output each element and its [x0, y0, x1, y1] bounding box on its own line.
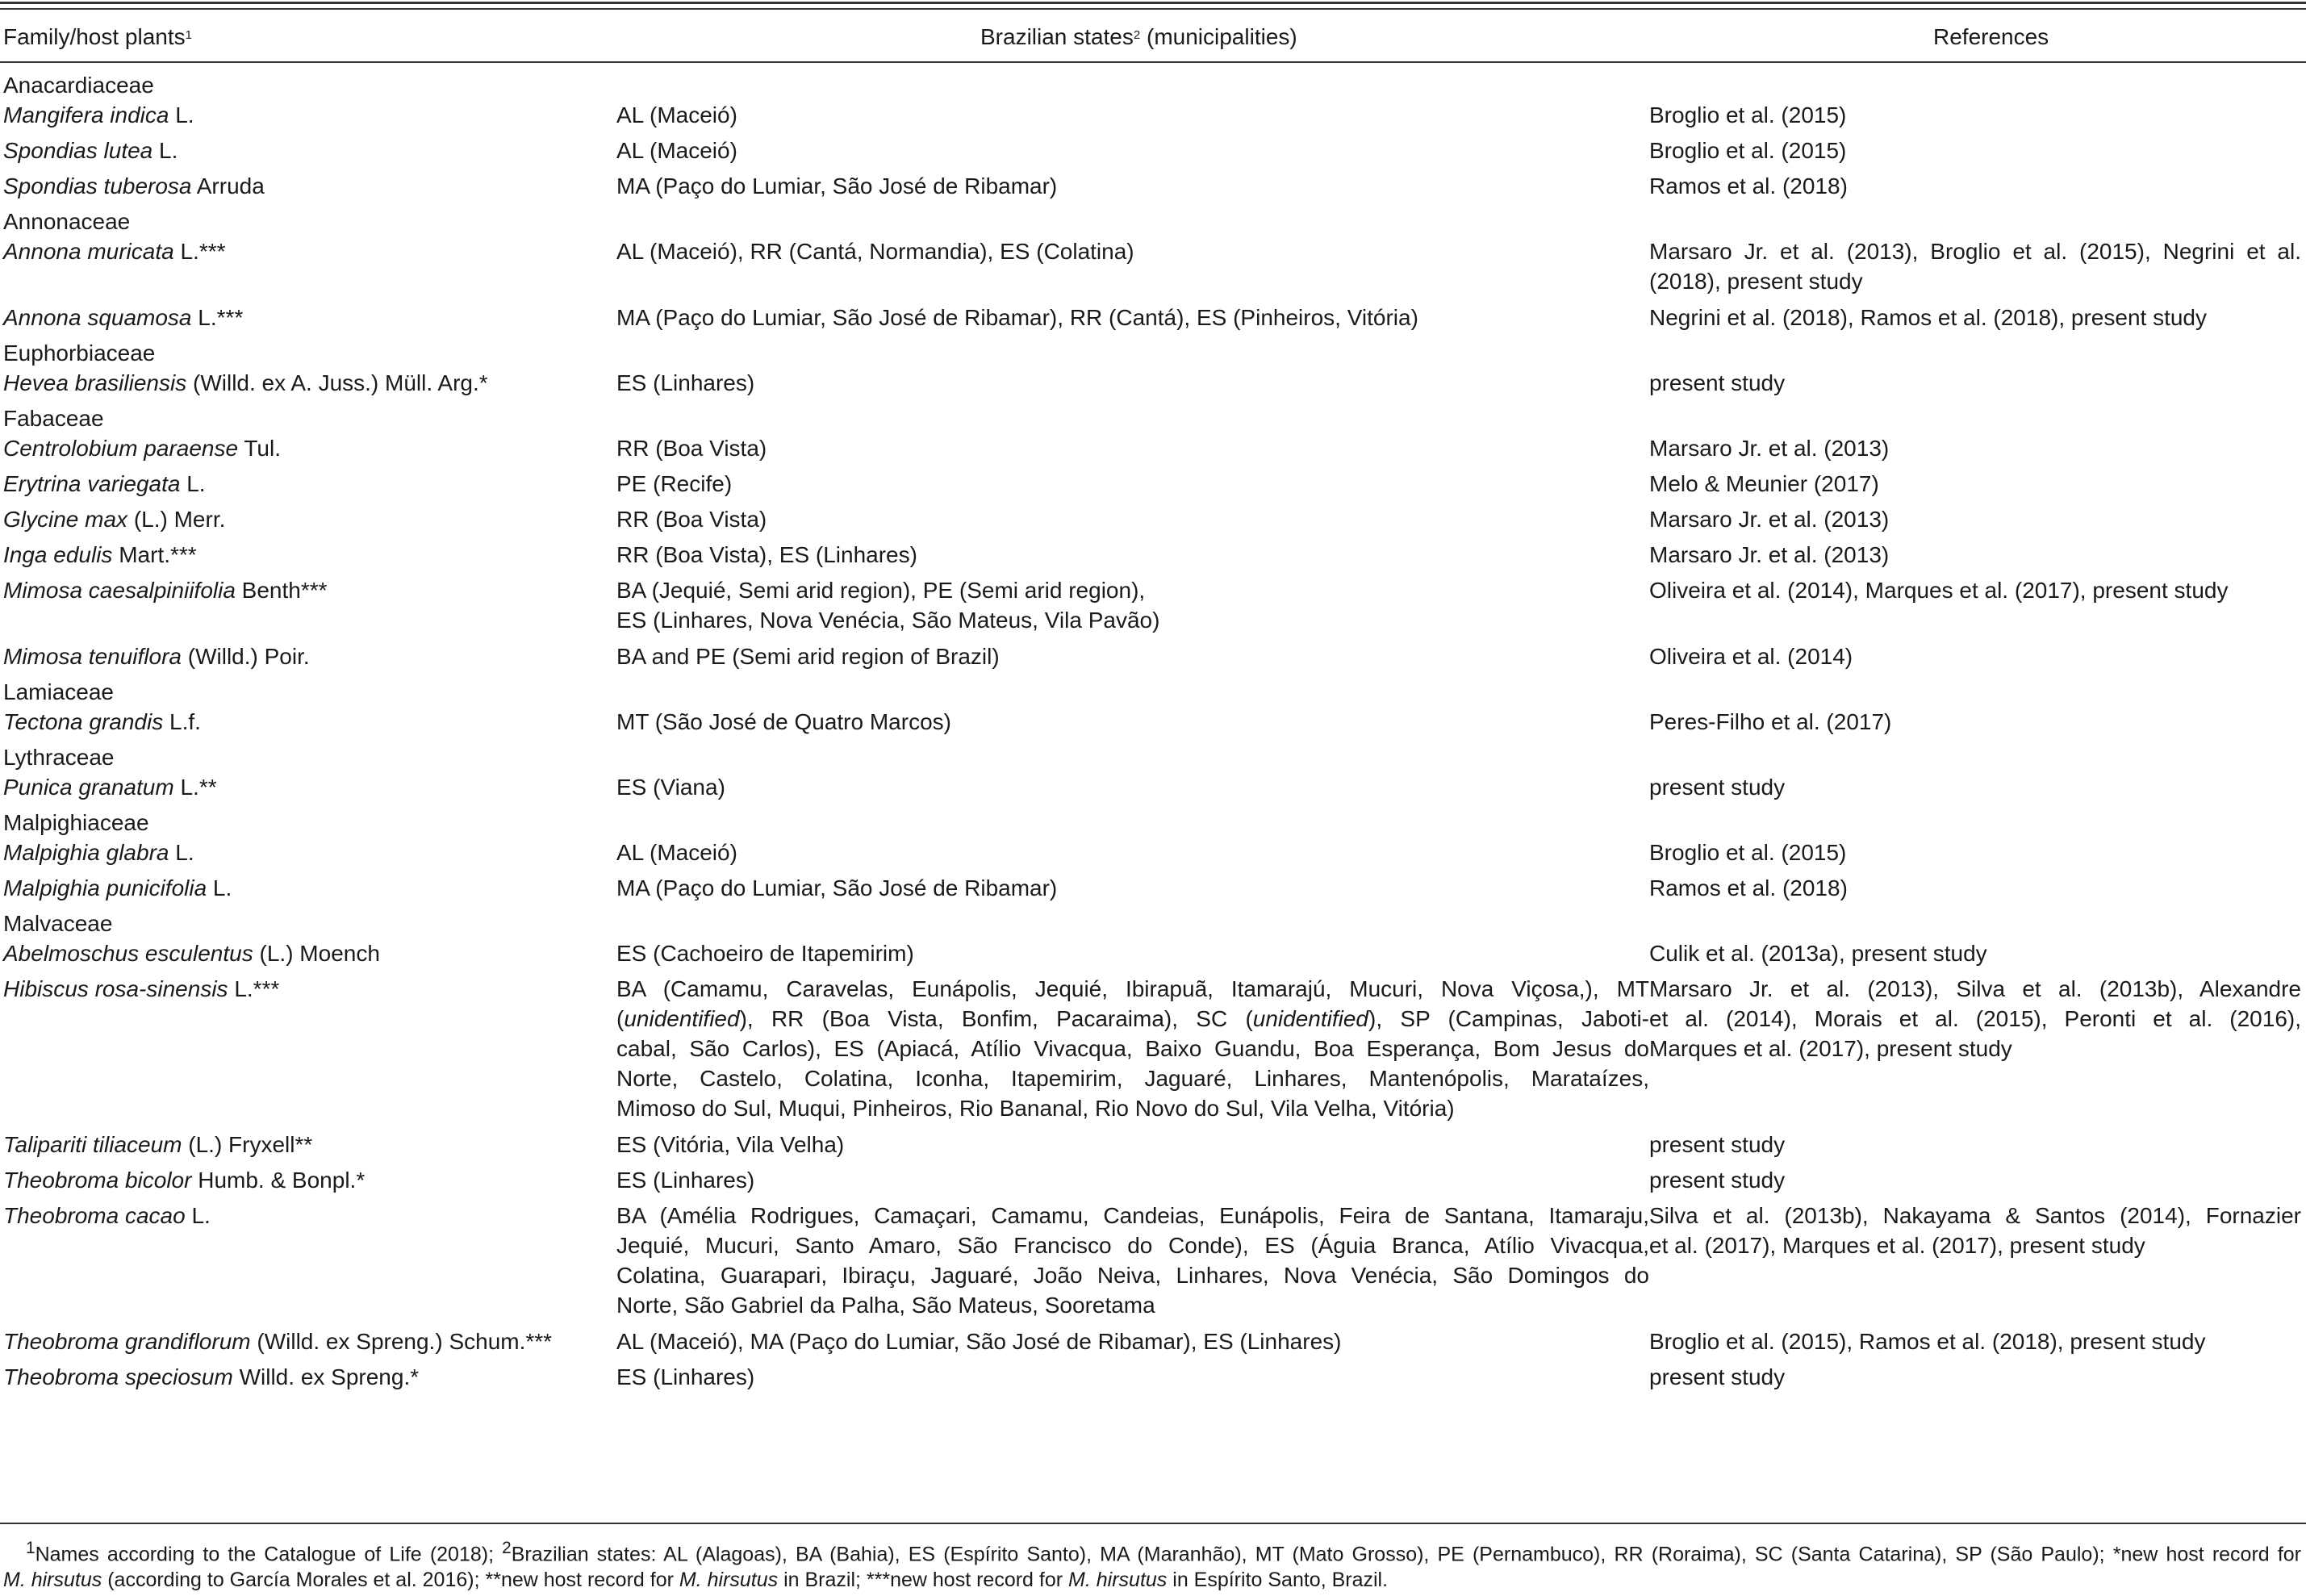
states-cell — [613, 236, 1649, 266]
reference-line: Broglio et al. (2015) — [1649, 102, 1847, 127]
states-line: (unidentified), RR (Boa Vista, Bonfim, Pacaraima), SC (unidentified), SP (Campinas, Jaboti- — [616, 1006, 1649, 1031]
host-plant-cell — [0, 838, 613, 867]
host-plant-cell — [0, 433, 613, 463]
table-body — [0, 70, 2306, 1398]
host-plant-cell — [0, 1165, 613, 1195]
reference-line: present study — [1649, 1168, 1786, 1193]
species-author: L. — [169, 102, 194, 127]
host-plant-cell — [0, 575, 613, 605]
states-line: BA (Jequié, Semi arid region), PE (Semi arid region), — [616, 578, 1146, 603]
host-plant-row — [0, 838, 2306, 873]
species-author: (L.) Merr. — [127, 507, 226, 532]
host-plant-cell — [0, 1130, 613, 1159]
header-col2-sup: 2 — [1133, 28, 1141, 42]
reference-line: Marsaro Jr. et al. (2013) — [1649, 507, 1890, 532]
states-line: Jequié, Mucuri, Santo Amaro, São Francisco do Conde), ES (Águia Branca, Atílio Vivacqua, — [616, 1233, 1649, 1258]
host-plant-cell — [0, 469, 613, 499]
top-rule-2 — [0, 8, 2306, 10]
states-cell — [613, 303, 1649, 332]
reference-line: Marsaro Jr. et al. (2013) — [1649, 436, 1890, 461]
host-plant-cell — [0, 974, 613, 1004]
states-cell — [613, 641, 1649, 671]
states-line: ES (Linhares, Nova Venécia, São Mateus, Vila Pavão) — [616, 608, 1160, 633]
states-line: AL (Maceió), RR (Cantá, Normandia), ES (Colatina) — [616, 239, 1134, 264]
reference-line: Marsaro Jr. et al. (2013) — [1649, 542, 1890, 567]
references-cell — [1649, 641, 2306, 671]
species-author: L. — [185, 1203, 211, 1228]
host-plant-cell — [0, 772, 613, 802]
family-name: Fabaceae — [3, 406, 104, 431]
host-plant-row — [0, 469, 2306, 504]
host-plant-cell — [0, 707, 613, 737]
reference-line: Silva et al. (2013b), Nakayama & Santos (2014), Fornazier — [1649, 1203, 2301, 1228]
reference-line: present study — [1649, 370, 1786, 395]
species-name: Erytrina variegata — [3, 471, 181, 496]
references-cell — [1649, 100, 2306, 130]
species-author: L.f. — [163, 709, 201, 734]
reference-line: Marsaro Jr. et al. (2013), Silva et al. (2013b), Alexandre — [1649, 976, 2301, 1001]
host-plant-cell — [0, 100, 613, 130]
states-line: Colatina, Guarapari, Ibiraçu, Jaguaré, João Neiva, Linhares, Nova Venécia, São Domingos do — [616, 1263, 1649, 1288]
references-cell — [1649, 838, 2306, 867]
reference-line: present study — [1649, 1132, 1786, 1157]
header-brazilian-states — [980, 21, 1297, 53]
footnote-text-2a: (according to García Morales et al. 2016); **new host record for — [102, 1569, 679, 1592]
host-plant-row — [0, 368, 2306, 403]
states-line: MA (Paço do Lumiar, São José de Ribamar) — [616, 875, 1058, 900]
family-row — [0, 742, 2306, 772]
species-author: (Willd. ex Spreng.) Schum.*** — [250, 1329, 553, 1354]
states-line: PE (Recife) — [616, 471, 733, 496]
states-line: RR (Boa Vista) — [616, 507, 767, 532]
host-plant-row — [0, 171, 2306, 207]
references-cell — [1649, 1130, 2306, 1159]
references-cell — [1649, 772, 2306, 802]
host-plant-row — [0, 772, 2306, 808]
host-plant-row — [0, 136, 2306, 171]
table-footnote — [3, 1535, 2301, 1593]
species-author: L.*** — [173, 239, 226, 264]
host-plant-row — [0, 641, 2306, 677]
host-plant-cell — [0, 540, 613, 570]
states-line: ES (Vitória, Vila Velha) — [616, 1132, 845, 1157]
species-name: Mimosa tenuiflora — [3, 644, 182, 669]
host-plant-row — [0, 1165, 2306, 1201]
states-cell — [613, 838, 1649, 867]
species-name: Theobroma cacao — [3, 1203, 186, 1228]
species-author: L. — [152, 138, 178, 163]
species-name: Annona muricata — [3, 239, 174, 264]
family-row — [0, 70, 2306, 100]
species-author: L.*** — [191, 305, 244, 330]
host-plant-cell — [0, 303, 613, 332]
states-cell — [613, 136, 1649, 165]
states-cell — [613, 368, 1649, 398]
species-author: Humb. & Bonpl.* — [191, 1168, 366, 1193]
family-name: Malpighiaceae — [3, 810, 149, 835]
states-line: Norte, Castelo, Colatina, Iconha, Itapemirim, Jaguaré, Linhares, Mantenópolis, Marataízes, — [616, 1066, 1649, 1091]
host-plant-cell — [0, 1327, 613, 1356]
states-line: BA (Amélia Rodrigues, Camaçari, Camamu, Candeias, Eunápolis, Feira de Santana, Itamaraju, — [616, 1203, 1649, 1228]
host-plant-row — [0, 303, 2306, 338]
species-name: Theobroma speciosum — [3, 1364, 233, 1389]
family-name: Euphorbiaceae — [3, 341, 156, 366]
host-plant-cell — [0, 136, 613, 165]
footnote-line-2 — [3, 1567, 2301, 1593]
header-col2-text: Brazilian states — [980, 24, 1134, 49]
references-cell — [1649, 974, 2306, 1063]
reference-line: Oliveira et al. (2014) — [1649, 644, 1853, 669]
family-name: Annonaceae — [3, 209, 131, 234]
species-name: Hibiscus rosa-sinensis — [3, 976, 228, 1001]
reference-line: Ramos et al. (2018) — [1649, 173, 1848, 198]
states-cell — [613, 575, 1649, 635]
species-name: Theobroma grandiflorum — [3, 1329, 251, 1354]
species-name: Centrolobium paraense — [3, 436, 239, 461]
species-name: Mangifera indica — [3, 102, 169, 127]
species-author: Willd. ex Spreng.* — [232, 1364, 420, 1389]
species-author: Arruda — [191, 173, 265, 198]
species-name: Annona squamosa — [3, 305, 192, 330]
species-name: Abelmoschus esculentus — [3, 941, 253, 966]
species-name: Theobroma bicolor — [3, 1168, 192, 1193]
states-cell — [613, 974, 1649, 1123]
states-line: ES (Cachoeiro de Itapemirim) — [616, 941, 914, 966]
reference-line: Peres-Filho et al. (2017) — [1649, 709, 1892, 734]
references-cell — [1649, 873, 2306, 903]
states-line: ES (Viana) — [616, 775, 725, 800]
family-row — [0, 207, 2306, 236]
reference-line: et al. (2017), Marques et al. (2017), present study — [1649, 1233, 2145, 1258]
bottom-rule — [0, 1523, 2306, 1524]
states-cell — [613, 540, 1649, 570]
references-cell — [1649, 504, 2306, 534]
references-cell — [1649, 1362, 2306, 1392]
species-name: Hevea brasiliensis — [3, 370, 187, 395]
references-cell — [1649, 707, 2306, 737]
states-cell — [613, 873, 1649, 903]
header-references: References — [1933, 24, 2049, 49]
states-cell — [613, 772, 1649, 802]
states-cell — [613, 1165, 1649, 1195]
host-plant-row — [0, 575, 2306, 641]
header-family-host-plants — [3, 21, 192, 53]
references-cell — [1649, 236, 2306, 296]
host-plant-row — [0, 938, 2306, 974]
references-cell — [1649, 171, 2306, 201]
host-plant-cell — [0, 1201, 613, 1230]
states-line: AL (Maceió) — [616, 138, 737, 163]
host-plant-row — [0, 1201, 2306, 1327]
states-cell — [613, 433, 1649, 463]
references-cell — [1649, 469, 2306, 499]
footnote-sup-1: 1 — [26, 1539, 36, 1557]
host-plant-cell — [0, 504, 613, 534]
reference-line: Oliveira et al. (2014), Marques et al. (2017), present study — [1649, 578, 2229, 603]
references-cell — [1649, 1327, 2306, 1356]
references-cell — [1649, 938, 2306, 968]
footnote-text-1a: Names according to the Catalogue of Life (2018); — [35, 1543, 503, 1566]
states-line: AL (Maceió), MA (Paço do Lumiar, São José de Ribamar), ES (Linhares) — [616, 1329, 1342, 1354]
species-name: Mimosa caesalpiniifolia — [3, 578, 236, 603]
states-cell — [613, 1327, 1649, 1356]
species-name: Spondias tuberosa — [3, 173, 192, 198]
reference-line: Melo & Meunier (2017) — [1649, 471, 1879, 496]
species-name: Inga edulis — [3, 542, 113, 567]
family-row — [0, 909, 2306, 938]
reference-line: (2018), present study — [1649, 269, 1863, 294]
states-line: BA (Camamu, Caravelas, Eunápolis, Jequié, Ibirapuã, Itamarajú, Mucuri, Nova Viçosa,), MT — [616, 976, 1649, 1001]
family-name: Lythraceae — [3, 745, 115, 770]
states-line: MA (Paço do Lumiar, São José de Ribamar), RR (Cantá), ES (Pinheiros, Vitória) — [616, 305, 1418, 330]
host-plant-cell — [0, 236, 613, 266]
reference-line: Ramos et al. (2018) — [1649, 875, 1848, 900]
host-plant-row — [0, 433, 2306, 469]
header-col2-text-b: (municipalities) — [1140, 24, 1297, 49]
states-cell — [613, 938, 1649, 968]
host-plant-row — [0, 540, 2306, 575]
species-author: L. — [180, 471, 206, 496]
states-line: ES (Linhares) — [616, 370, 755, 395]
family-name: Malvaceae — [3, 911, 113, 936]
states-cell — [613, 469, 1649, 499]
reference-line: Broglio et al. (2015), Ramos et al. (2018), present study — [1649, 1329, 2206, 1354]
states-line: Mimoso do Sul, Muqui, Pinheiros, Rio Bananal, Rio Novo do Sul, Vila Velha, Vitória) — [616, 1096, 1455, 1121]
states-cell — [613, 1201, 1649, 1320]
host-plant-row — [0, 1130, 2306, 1165]
host-plant-cell — [0, 641, 613, 671]
top-rule — [0, 2, 2306, 4]
species-author: L. — [169, 840, 194, 865]
host-plant-row — [0, 974, 2306, 1130]
states-line: BA and PE (Semi arid region of Brazil) — [616, 644, 1000, 669]
states-line: ES (Linhares) — [616, 1168, 755, 1193]
header-col1-sup: 1 — [185, 28, 192, 42]
states-line: AL (Maceió) — [616, 840, 737, 865]
host-plant-row — [0, 1362, 2306, 1398]
species-name: Malpighia glabra — [3, 840, 169, 865]
family-row — [0, 338, 2306, 368]
species-author: Tul. — [238, 436, 281, 461]
species-name: Spondias lutea — [3, 138, 153, 163]
footnote-line-1 — [3, 1535, 2301, 1567]
family-row — [0, 403, 2306, 433]
footnote-species-3: M. hirsutus — [1068, 1569, 1168, 1592]
host-plant-row — [0, 100, 2306, 136]
species-name: Glycine max — [3, 507, 128, 532]
species-name: Malpighia punicifolia — [3, 875, 207, 900]
states-cell — [613, 100, 1649, 130]
states-cell — [613, 504, 1649, 534]
footnote-sup-2: 2 — [502, 1539, 512, 1557]
footnote-text-2c: in Espírito Santo, Brazil. — [1167, 1569, 1389, 1592]
reference-line: Negrini et al. (2018), Ramos et al. (2018), present study — [1649, 305, 2208, 330]
species-author: Benth*** — [235, 578, 328, 603]
species-author: L. — [207, 875, 232, 900]
species-author: (L.) Fryxell** — [182, 1132, 313, 1157]
species-author: Mart.*** — [112, 542, 197, 567]
footnote-species-2: M. hirsutus — [679, 1569, 779, 1592]
references-cell — [1649, 1201, 2306, 1260]
states-cell — [613, 171, 1649, 201]
states-line: RR (Boa Vista), ES (Linhares) — [616, 542, 917, 567]
states-line: Norte, São Gabriel da Palha, São Mateus, Sooretama — [616, 1293, 1155, 1318]
references-cell — [1649, 1165, 2306, 1195]
species-author: L.*** — [228, 976, 280, 1001]
reference-line: Marsaro Jr. et al. (2013), Broglio et al. (2015), Negrini et al. — [1649, 239, 2301, 264]
host-plant-cell — [0, 873, 613, 903]
host-plant-row — [0, 707, 2306, 742]
footnote-species-1: M. hirsutus — [3, 1569, 102, 1592]
family-name: Anacardiaceae — [3, 73, 154, 98]
species-name: Punica granatum — [3, 775, 174, 800]
host-plant-cell — [0, 368, 613, 398]
host-plant-cell — [0, 938, 613, 968]
states-cell — [613, 1130, 1649, 1159]
species-author: (Willd. ex A. Juss.) Müll. Arg.* — [186, 370, 488, 395]
host-plant-row — [0, 873, 2306, 909]
species-author: (L.) Moench — [253, 941, 380, 966]
states-line: AL (Maceió) — [616, 102, 737, 127]
references-cell — [1649, 433, 2306, 463]
reference-line: Culik et al. (2013a), present study — [1649, 941, 1987, 966]
family-name: Lamiaceae — [3, 679, 114, 704]
reference-line: Marques et al. (2017), present study — [1649, 1036, 2012, 1061]
reference-line: present study — [1649, 1364, 1786, 1389]
footnote-text-2b: in Brazil; ***new host record for — [778, 1569, 1069, 1592]
reference-line: et al. (2014), Morais et al. (2015), Peronti et al. (2016), — [1649, 1006, 2301, 1031]
states-line: ES (Linhares) — [616, 1364, 755, 1389]
references-cell — [1649, 575, 2306, 605]
footnote-text-1b: Brazilian states: AL (Alagoas), BA (Bahia), ES (Espírito Santo), MA (Maranhão), MT (Mato Grosso), PE (Pernambuco), RR (Roraima), SC (Santa Catarina), SP (São Paulo); *new host record for — [511, 1543, 2301, 1566]
states-line: MA (Paço do Lumiar, São José de Ribamar) — [616, 173, 1058, 198]
reference-line: present study — [1649, 775, 1786, 800]
host-plant-row — [0, 504, 2306, 540]
species-author: L.** — [173, 775, 217, 800]
family-row — [0, 808, 2306, 838]
species-author: (Willd.) Poir. — [181, 644, 310, 669]
family-row — [0, 677, 2306, 707]
reference-line: Broglio et al. (2015) — [1649, 840, 1847, 865]
header-col1-text: Family/host plants — [3, 24, 186, 49]
states-line: MT (São José de Quatro Marcos) — [616, 709, 951, 734]
states-cell — [613, 707, 1649, 737]
states-cell — [613, 1362, 1649, 1392]
reference-line: Broglio et al. (2015) — [1649, 138, 1847, 163]
states-line: RR (Boa Vista) — [616, 436, 767, 461]
species-name: Tectona grandis — [3, 709, 164, 734]
header-rule — [0, 61, 2306, 63]
host-plant-cell — [0, 171, 613, 201]
references-cell — [1649, 540, 2306, 570]
host-plant-row — [0, 236, 2306, 303]
states-line: cabal, São Carlos), ES (Apiacá, Atílio Vivacqua, Baixo Guandu, Boa Esperança, Bom Jesus do — [616, 1036, 1649, 1061]
references-cell — [1649, 303, 2306, 332]
references-cell — [1649, 368, 2306, 398]
host-plant-cell — [0, 1362, 613, 1392]
references-cell — [1649, 136, 2306, 165]
species-name: Talipariti tiliaceum — [3, 1132, 182, 1157]
host-plant-row — [0, 1327, 2306, 1362]
